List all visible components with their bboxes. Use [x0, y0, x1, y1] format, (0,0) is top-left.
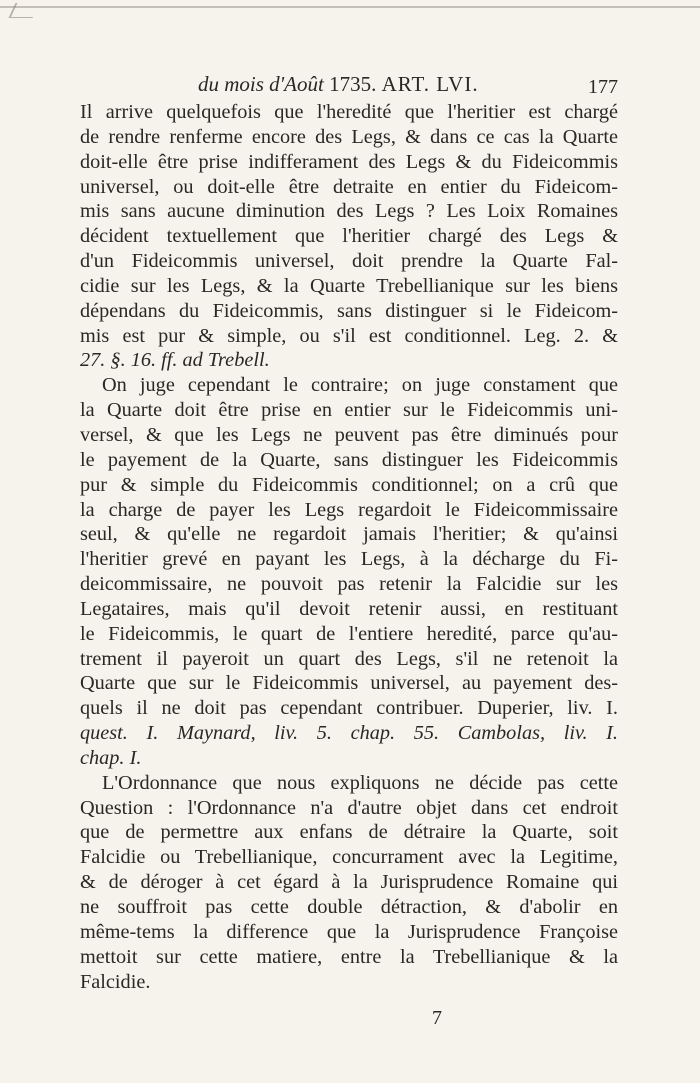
text-line: même-tems la difference que la Jurisprudence Françoise: [80, 920, 618, 943]
text-line: trement il payeroit un quart des Legs, s'il ne retenoit la: [80, 647, 618, 670]
text-line: cidie sur les Legs, & la Quarte Trebellianique sur les biens: [80, 274, 618, 297]
page: [80, 70, 618, 994]
paragraph-3: [80, 771, 618, 995]
text-line: Question : l'Ordonnance n'a d'autre objet dans cet endroit: [80, 796, 618, 819]
paragraph-1: [80, 100, 618, 373]
header-title: [198, 72, 479, 97]
text-line: quels il ne doit pas cependant contribuer. Duperier, liv. I.: [80, 697, 618, 720]
text-line: mettoit sur cette matiere, entre la Trebellianique & la: [80, 945, 618, 968]
text-line: Falcidie ou Trebellianique, concurrament avec la Legitime,: [80, 846, 618, 869]
text-line: l'heritier grevé en payant les Legs, à la décharge du Fi-: [80, 548, 618, 571]
corner-mark: [9, 3, 40, 18]
text-line: Falcidie.: [80, 970, 151, 993]
text-line: décident textuellement que l'heritier chargé des Legs &: [80, 225, 618, 248]
text-line: la charge de payer les Legs regardoit le Fideicommissaire: [80, 498, 618, 521]
text-line: quest. I. Maynard, liv. 5. chap. 55. Cambolas, liv. I.: [80, 722, 618, 745]
text-line: pur & simple du Fideicommis conditionnel; on a crû que: [80, 473, 618, 496]
text-line: ne souffroit pas cette double détraction, & d'abolir en: [80, 896, 618, 918]
text-line: versel, & que les Legs ne peuvent pas être diminués pour: [80, 423, 618, 446]
text-line: & de déroger à cet égard à la Jurisprudence Romaine qui: [80, 871, 618, 894]
page-number: 177: [588, 76, 618, 98]
header-year: 1735.: [329, 72, 377, 96]
text-line: On juge cependant le contraire; on juge constament que: [102, 374, 618, 397]
text-line: le Fideicommis, le quart de l'entiere heredité, parce qu'au-: [80, 622, 618, 645]
text-line: la Quarte doit être prise en entier sur le Fideicommis uni-: [80, 399, 618, 422]
header-article: ART. LVI.: [381, 72, 479, 96]
text-line: chap. I.: [80, 746, 142, 769]
text-line: dépendans du Fideicommis, sans distinguer si le Fideicom-: [80, 299, 618, 322]
running-header: [80, 70, 618, 100]
top-rule: [0, 6, 700, 8]
text-line: deicommissaire, ne pouvoit pas retenir la Falcidie sur les: [80, 573, 618, 596]
text-line: universel, ou doit-elle être detraite en entier du Fideicom-: [80, 175, 618, 198]
text-line: mis est pur & simple, ou s'il est conditionnel. Leg. 2. &: [80, 324, 618, 347]
text-line: que de permettre aux enfans de détraire la Quarte, soit: [80, 821, 618, 844]
text-line: seul, & qu'elle ne regardoit jamais l'heritier; & qu'ainsi: [80, 523, 618, 546]
text-line: 27. §. 16. ff. ad Trebell.: [80, 349, 270, 372]
text-line: Quarte que sur le Fideicommis universel, au payement des-: [80, 672, 618, 695]
text-line: mis sans aucune diminution des Legs ? Les Loix Romaines: [80, 200, 618, 223]
running-title: du mois d'Août: [198, 72, 324, 96]
text-line: Il arrive quelquefois que l'heredité que l'heritier est chargé: [80, 101, 618, 123]
text-line: de rendre renferme encore des Legs, & dans ce cas la Quarte: [80, 125, 618, 148]
text-line: doit-elle être prise indifferament des Legs & du Fideicommis: [80, 150, 618, 173]
paragraph-2: [80, 373, 618, 771]
text-line: Legataires, mais qu'il devoit retenir aussi, en restituant: [80, 597, 618, 620]
text-line: le payement de la Quarte, sans distinguer les Fideicommis: [80, 448, 618, 471]
signature-mark: 7: [432, 1007, 442, 1029]
text-line: L'Ordonnance que nous expliquons ne décide pas cette: [102, 771, 618, 794]
text-line: d'un Fideicommis universel, doit prendre la Quarte Fal-: [80, 250, 618, 273]
